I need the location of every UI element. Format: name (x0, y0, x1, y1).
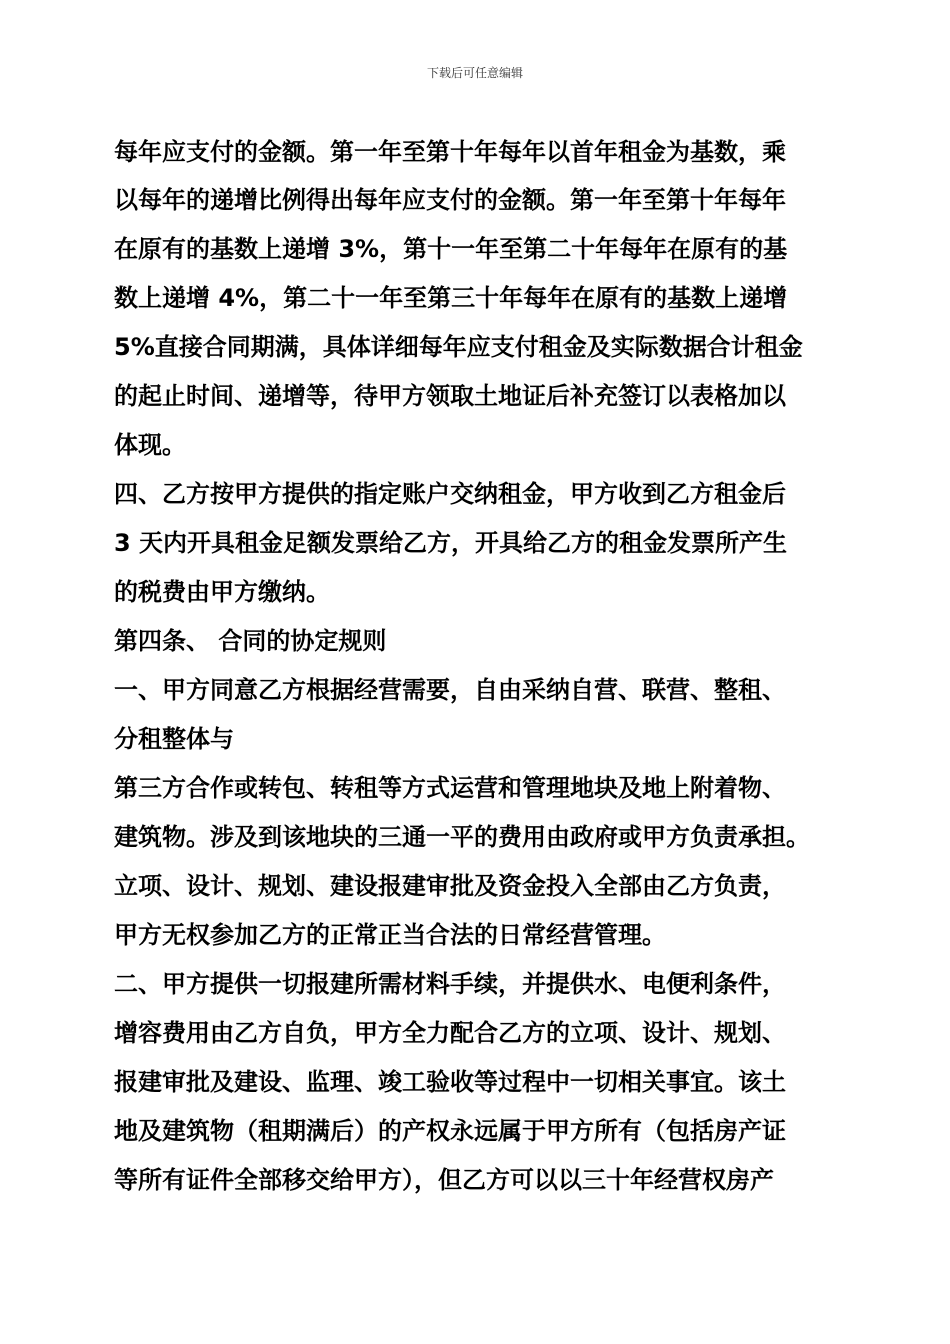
text-line: 在原有的基数上递增 3%，第十一年至第二十年每年在原有的基 (114, 235, 788, 263)
section-heading: 第四条、 合同的协定规则 (114, 627, 387, 655)
text-line: 第三方合作或转包、转租等方式运营和管理地块及地上附着物、 (114, 774, 786, 802)
text-line: 每年应支付的金额。第一年至第十年每年以首年租金为基数，乘 (114, 138, 786, 166)
text-line: 数上递增 4%，第二十一年至第三十年每年在原有的基数上递增 (114, 284, 788, 312)
page-header: 下载后可任意编辑 (426, 66, 523, 80)
text-line: 二、甲方提供一切报建所需材料手续，并提供水、电便利条件， (114, 970, 786, 998)
text-line: 一、甲方同意乙方根据经营需要，自由采纳自营、联营、整租、 (114, 676, 786, 704)
text-line: 地及建筑物（租期满后）的产权永远属于甲方所有（包括房产证 (114, 1117, 786, 1145)
text-line: 立项、设计、规划、建设报建审批及资金投入全部由乙方负责， (114, 872, 786, 900)
text-line: 体现。 (114, 431, 186, 459)
text-line: 四、乙方按甲方提供的指定账户交纳租金，甲方收到乙方租金后 (114, 480, 786, 508)
text-line: 以每年的递增比例得出每年应支付的金额。第一年至第十年每年 (114, 186, 786, 214)
text-line: 建筑物。涉及到该地块的三通一平的费用由政府或甲方负责承担。 (114, 823, 810, 851)
text-line: 分租整体与 (114, 725, 234, 753)
text-line: 甲方无权参加乙方的正常正当合法的日常经营管理。 (114, 921, 666, 949)
text-line: 增容费用由乙方自负，甲方全力配合乙方的立项、设计、规划、 (114, 1019, 786, 1047)
text-line: 的税费由甲方缴纳。 (114, 578, 330, 606)
text-line: 等所有证件全部移交给甲方），但乙方可以以三十年经营权房产 (114, 1166, 774, 1194)
text-line: 5%直接合同期满，具体详细每年应支付租金及实际数据合计租金 (114, 333, 803, 361)
text-line: 的起止时间、递增等，待甲方领取土地证后补充签订以表格加以 (114, 382, 786, 410)
text-line: 报建审批及建设、监理、竣工验收等过程中一切相关事宜。该土 (114, 1068, 786, 1096)
text-line: 3 天内开具租金足额发票给乙方，开具给乙方的租金发票所产生 (114, 529, 788, 557)
